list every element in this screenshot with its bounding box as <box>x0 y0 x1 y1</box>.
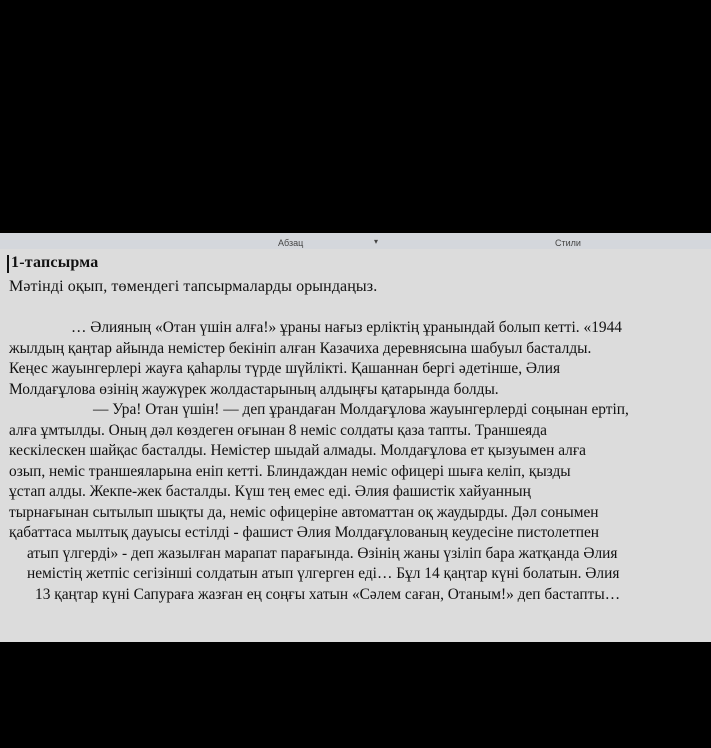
text-line: алға ұмтылды. Оның дәл көздеген оғынан 8 неміс солдаты қаза тапты. Траншеяда <box>9 421 547 439</box>
paragraph-group-label[interactable]: Абзац <box>278 238 304 248</box>
text-line: тырнағынан сытылып шықты да, неміс офицеріне автоматтан оқ жаудырды. Дәл сонымен <box>9 503 599 521</box>
story-text <box>9 318 693 605</box>
text-line: … Әлияның «Отан үшін алға!» ұраны нағыз ерліктің ұранындай болып кетті. «1944 <box>71 319 622 336</box>
text-line: Молдағұлова өзінің жаужүрек жолдастарының алдыңғы қатарында болды. <box>9 380 499 398</box>
text-line: Кеңес жауынгерлері жауға қаһарлы түрде шүйлікті. Қашаннан бергі әдетінше, Әлия <box>9 360 561 377</box>
text-line: 13 қаңтар күні Сапураға жазған ең соңғы хатын «Сәлем саған, Отаным!» деп бастапты… <box>35 585 621 603</box>
task-instruction: Мәтінді оқып, төмендегі тапсырмаларды орындаңыз. <box>9 278 378 295</box>
document-page[interactable] <box>0 249 711 642</box>
text-line: атып үлгерді» - деп жазылған марапат парағында. Өзінің жаны үзіліп бара жатқанда Әлия <box>27 544 618 562</box>
styles-group-label[interactable]: Стили <box>555 238 581 248</box>
text-line: озып, неміс траншеяларына еніп кетті. Блиндаждан неміс офицері шыға келіп, қызды <box>9 462 571 480</box>
text-line: кескілескен шайқас басталды. Немістер шыдай алмады. Молдағұлова ет қызуымен алға <box>9 442 586 459</box>
word-ribbon-strip <box>0 233 711 250</box>
text-line: немістің жетпіс сегізінші солдатын атып үлгерген еді… Бұл 14 қаңтар күні болатын. Әлия <box>27 565 620 582</box>
text-line: ұстап алды. Жекпе-жек басталды. Күш тең емес еді. Әлия фашистік хайуанның <box>9 483 531 500</box>
text-cursor <box>7 255 9 273</box>
dialog-launcher-icon[interactable]: ▾ <box>374 237 379 246</box>
text-line: — Ура! Отан үшін! — деп ұрандаған Молдағұлова жауынгерлерді соңынан ертіп, <box>93 401 629 418</box>
task-heading: 1-тапсырма <box>11 254 99 271</box>
text-line: қабаттаса мылтық дауысы естілді - фашист Әлия Молдағұлованың кеудесіне пистолетпен <box>9 524 600 541</box>
text-line: жылдың қаңтар айында немістер бекініп алған Казачиха деревнясына шабуыл басталды. <box>9 339 592 357</box>
